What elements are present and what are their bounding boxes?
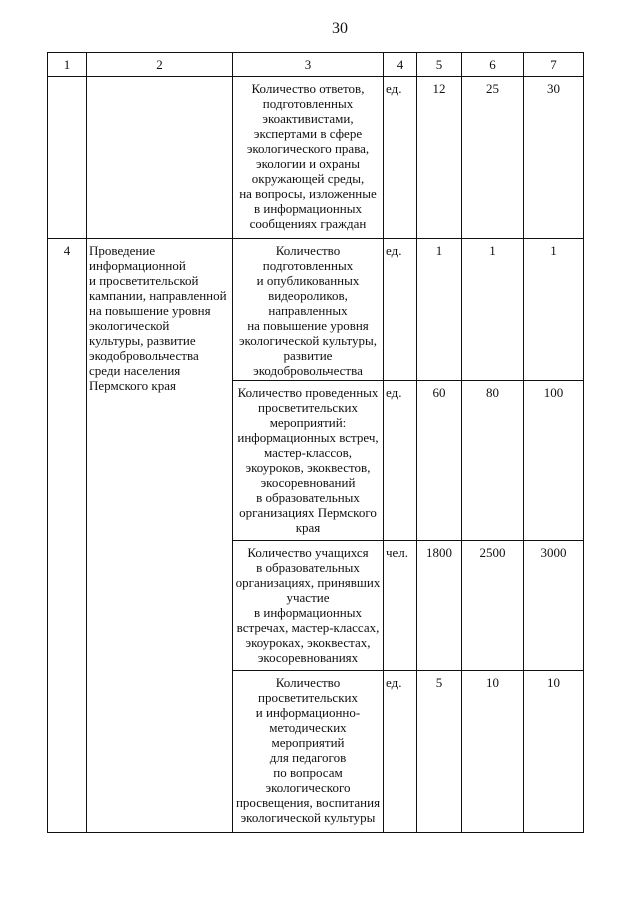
unit-cell: ед. — [384, 239, 417, 381]
value-cell-col6: 2500 — [462, 541, 524, 671]
column-header-7: 7 — [524, 53, 584, 77]
value-cell-col5: 60 — [417, 381, 462, 541]
unit-cell: чел. — [384, 541, 417, 671]
value-cell-col7: 30 — [524, 77, 584, 239]
value-cell-col5: 1 — [417, 239, 462, 381]
column-header-3: 3 — [233, 53, 384, 77]
indicator-cell: Количество подготовленных и опубликованных видеороликов, направленных на повышение уровня экологической культуры, развитие экодобровольчества — [233, 239, 384, 381]
value-cell-col7: 1 — [524, 239, 584, 381]
value-cell-col5: 5 — [417, 671, 462, 833]
value-cell-col6: 80 — [462, 381, 524, 541]
unit-cell: ед. — [384, 77, 417, 239]
column-header-5: 5 — [417, 53, 462, 77]
indicators-table — [47, 52, 584, 833]
table-header-row — [48, 53, 584, 77]
value-cell-col6: 10 — [462, 671, 524, 833]
indicator-cell: Количество проведенных просветительских мероприятий: информационных встреч, мастер-классов, экоуроков, экоквестов, экосоревнований в образовательных организациях Пермского края — [233, 381, 384, 541]
indicator-cell: Количество учащихся в образовательных организациях, принявших участие в информационных встречах, мастер-классах, экоуроках, экоквестах, экосоревнованиях — [233, 541, 384, 671]
value-cell-col6: 25 — [462, 77, 524, 239]
column-header-6: 6 — [462, 53, 524, 77]
activity-cell: Проведение информационной и просветительской кампании, направленной на повышение уровня экологической культуры, развитие экодобровольчества среди населения Пермского края — [87, 239, 233, 833]
value-cell-col7: 3000 — [524, 541, 584, 671]
unit-cell: ед. — [384, 671, 417, 833]
table-row — [48, 239, 584, 381]
table-row — [48, 77, 584, 239]
column-header-2: 2 — [87, 53, 233, 77]
indicator-cell: Количество просветительских и информационно- методических мероприятий для педагогов по вопросам экологического просвещения, воспитания экологической культуры — [233, 671, 384, 833]
item-number-cell: 4 — [48, 239, 87, 833]
indicator-cell: Количество ответов, подготовленных экоактивистами, экспертами в сфере экологического права, экологии и охраны окружающей среды, на вопросы, изложенные в информационных сообщениях граждан — [233, 77, 384, 239]
column-header-1: 1 — [48, 53, 87, 77]
unit-cell: ед. — [384, 381, 417, 541]
column-header-4: 4 — [384, 53, 417, 77]
value-cell-col5: 12 — [417, 77, 462, 239]
item-number-cell — [48, 77, 87, 239]
value-cell-col7: 10 — [524, 671, 584, 833]
value-cell-col6: 1 — [462, 239, 524, 381]
page-number: 30 — [332, 20, 348, 37]
value-cell-col7: 100 — [524, 381, 584, 541]
activity-cell — [87, 77, 233, 239]
value-cell-col5: 1800 — [417, 541, 462, 671]
